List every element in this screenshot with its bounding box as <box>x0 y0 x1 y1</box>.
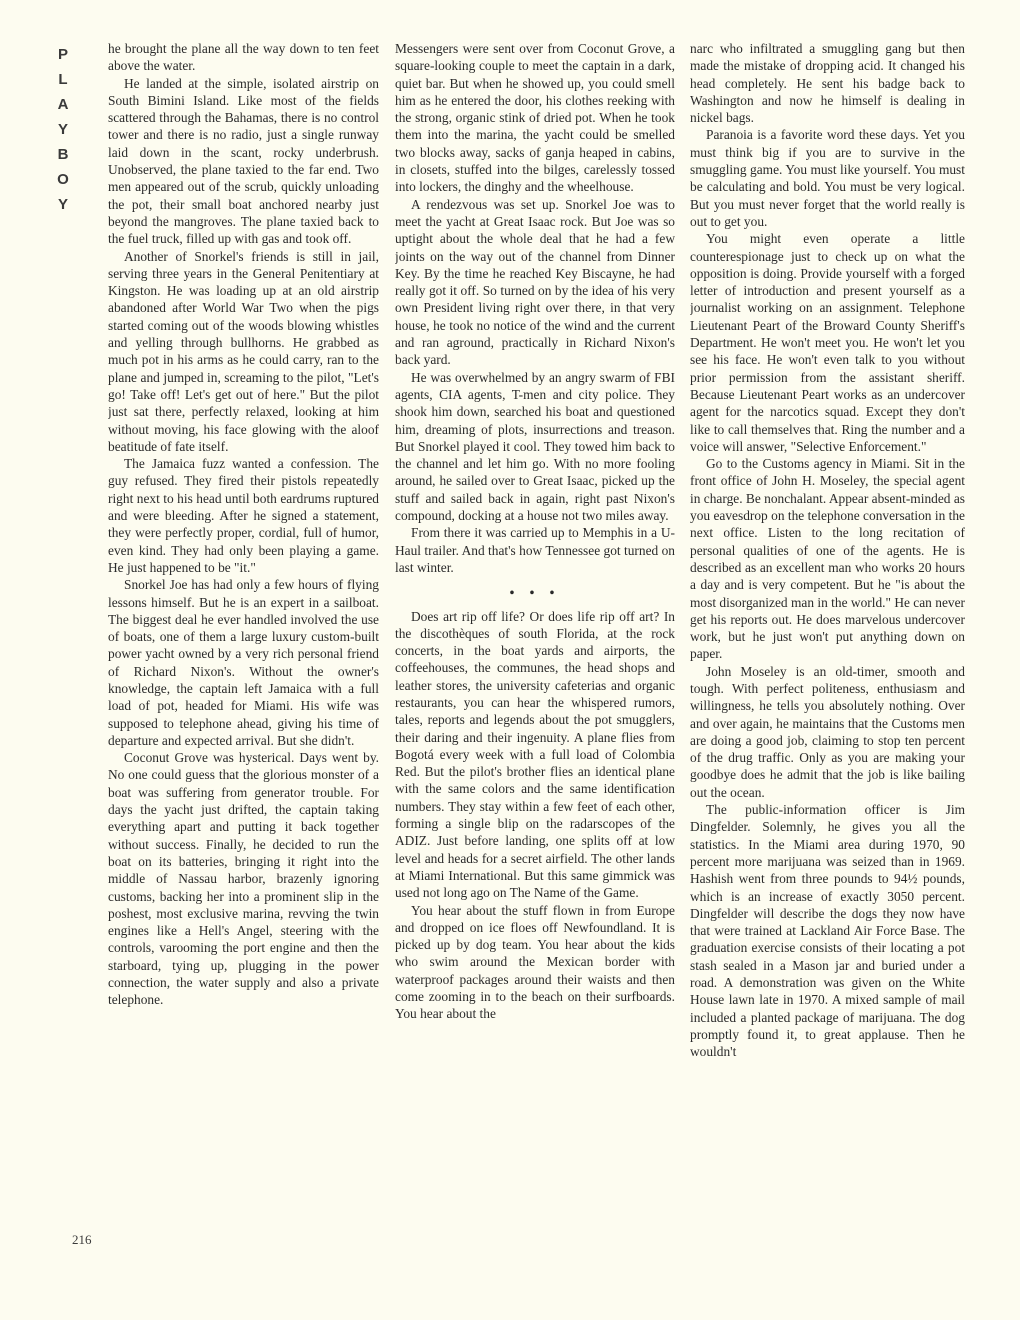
running-head-letter: B <box>57 146 69 163</box>
paragraph: John Moseley is an old-timer, smooth and tough. With perfect politeness, enthusiasm and willingness, he tells you absolutely nothing. Over and over again, he maintains that the Customs men are doing a good job, claiming to stop ten percent of the drug traffic. Only as you are making your goodbye does he admit that the job is like bailing out the ocean. <box>690 663 965 800</box>
text-column-1 <box>108 40 379 1262</box>
running-head-letter: Y <box>57 121 68 138</box>
paragraph: He landed at the simple, isolated airstrip on South Bimini Island. Like most of the fields scattered through the Bahamas, there is no control tower and there is no radio, just a single runway laid down in the scant, rocky underbrush. Unobserved, the plane taxied to the far end. Two men appeared out of the scrub, quickly unloading the pot, their small boat anchored nearby just beyond the mangroves. The plane taxied back to the fuel truck, filled up with gas and took off. <box>108 75 379 247</box>
paragraph: Another of Snorkel's friends is still in jail, serving three years in the General Penitentiary at Kingston. He was loading up at an old airstrip abandoned after World War Two when the pigs started coming out of the woods blowing whistles and yelling through bullhorns. He grabbed as much pot in his arms as he could carry, ran to the plane and jumped in, screaming to the pilot, "Let's go! Take off! Let's get out of here." But the pilot just sat there, perfectly relaxed, looking at him without moving, his face glowing with the aloof beatitude of fate itself. <box>108 248 379 454</box>
paragraph: Go to the Customs agency in Miami. Sit in the front office of John H. Moseley, the special agent in charge. Be nonchalant. Appear absent-minded as you eavesdrop on the telephone conversation in the next office. Listen to the long recitation of personal qualities of one of the agents. He is described as an excellent man who works 20 hours a day and is very competent. But he "is about the most disorganized man in the world." He can never get his reports out. He does marvelous undercover work, but he just won't put anything down on paper. <box>690 456 965 662</box>
paragraph: narc who infiltrated a smuggling gang but then made the mistake of dropping acid. It changed his head completely. He sent his badge back to Washington and now he himself is dealing in nickel bags. <box>690 41 965 126</box>
text-column-2 <box>395 40 675 1262</box>
paragraph: You might even operate a little counterespionage just to check up on what the opposition is doing. Provide yourself with a forged letter of introduction and present yourself as a journalist working on an assignment. Telephone Lieutenant Peart of the Broward County Sheriff's Department. He won't meet you. He won't let you see his face. He won't even talk to you without prior permission from the assistant sheriff. Because Lieutenant Peart works as an undercover agent for the narcotics squad. Except they don't like to call themselves that. Ring the number and a voice will answer, "Selective Enforcement." <box>690 231 965 454</box>
paragraph: You hear about the stuff flown in from Europe and dropped on ice floes off Newfoundland. It is picked up by dog team. You hear about the kids who swim around the Mexican border with waterproof packages around their waists and then come zooming in to the beach on their surfboards. You hear about the <box>395 902 675 1022</box>
running-head-letter: L <box>58 71 68 88</box>
running-head-letter: A <box>57 96 69 113</box>
text-column-3 <box>690 40 965 1262</box>
paragraph: Messengers were sent over from Coconut Grove, a square-looking couple to meet the captain in a dark, quiet bar. But when he showed up, you could smell him as he entered the door, his clothes reeking with the strong, organic stink of dried pot. When he took them into the marina, the yacht could be smelled two blocks away, sacks of ganja heaped in cabins, in closets, stuffed into the bilges, carelessly tossed into lockers, the dinghy and the wheelhouse. <box>395 41 675 195</box>
running-head <box>55 46 71 221</box>
running-head-letter: P <box>57 46 68 63</box>
paragraph: The Jamaica fuzz wanted a confession. The guy refused. They fired their pistols repeatedly right next to his head until both eardrums ruptured and were bleeding. After he signed a statement, they were perfectly proper, cordial, full of humor, even kind. They had only been playing a game. He just happened to be "it." <box>108 456 379 575</box>
paragraph: Does art rip off life? Or does life rip off art? In the discothèques of south Florida, at the rock concerts, in the boat yards and airports, the coffeehouses, the communes, the head shops and leather stores, the university cafeterias and organic restaurants, you can hear the whispered rumors, tales, reports and legends about the pot smugglers, their daring and their ingenuity. A plane flies from Bogotá every week with a full load of Colombia Red. But the pilot's brother flies an identical plane with the same colors and the same identification numbers. They stay within a few feet of each other, forming a single blip on the radarscopes of the ADIZ. Just before landing, one splits off at low level and heads for a secret airfield. The other lands at Miami International. But this same gimmick was used not long ago on The Name of the Game. <box>395 608 675 901</box>
paragraph: He was overwhelmed by an angry swarm of FBI agents, CIA agents, T-men and city police. They shook him down, searched his boat and questioned him, dreaming of plots, insurrections and treason. But Snorkel played it cool. They towed him back to the channel and let him go. With no more fooling around, he sailed over to Great Isaac, picked up the stuff and sailed back in again, right past Nixon's compound, docking at a house not two miles away. <box>395 369 675 524</box>
paragraph: The public-information officer is Jim Dingfelder. Solemnly, he gives you all the statistics. In the Miami area during 1970, 90 percent more marijuana was seized than in 1969. Hashish went from three pounds to 94½ pounds, which is an increase of exactly 3050 percent. Dingfelder will describe the dogs they now have that were trained at Lackland Air Force Base. The graduation exercise consists of their locating a pot stash sealed in a Mason jar and buried under a road. A demonstration was given on the White House lawn late in 1970. A mixed sample of mail included a planted package of marijuana. The dog promptly found it, to great applause. Then he wouldn't <box>690 802 965 1060</box>
section-break: • • • <box>509 585 561 601</box>
paragraph: he brought the plane all the way down to ten feet above the water. <box>108 41 379 74</box>
paragraph: Paranoia is a favorite word these days. Yet you must think big if you are to survive in the smuggling game. You must like yourself. You must be calculating and bold. You must be very logical. But you must never forget that the world really is out to get you. <box>690 127 965 229</box>
running-head-letter: Y <box>57 196 68 213</box>
paragraph: A rendezvous was set up. Snorkel Joe was to meet the yacht at Great Isaac rock. But Joe was so uptight about the whole deal that he had a few joints on the way out of the channel from Dinner Key. By the time he reached Key Biscayne, he had really got it off. So turned on by the idea of his very own President living right over there, in that very house, he took no notice of the wind and the current and ran aground, practically in Richard Nixon's back yard. <box>395 196 675 368</box>
page-number: 216 <box>72 1232 92 1247</box>
paragraph: From there it was carried up to Memphis in a U-Haul trailer. And that's how Tennessee got turned on last winter. <box>395 525 675 575</box>
paragraph: Coconut Grove was hysterical. Days went by. No one could guess that the glorious monster of a boat was suffering from generator trouble. For days the yacht just drifted, the captain taking everything apart and putting it back together without success. Finally, he decided to run the boat on its batteries, bringing it right into the middle of Nassau harbor, brazenly ignoring customs, backing her into a prominent slip in the poshest, most exclusive marina, revving the twin engines like a Hell's Angel, steering with the controls, varooming the port engine and then the starboard, tying up, plugging in the power connection, the water supply and also a private telephone. <box>108 750 379 1008</box>
paragraph: Snorkel Joe has had only a few hours of flying lessons himself. But he is an expert in a sailboat. The biggest deal he ever handled involved the use of boats, one of them a large luxury custom-built power yacht owned by a very rich personal friend of Richard Nixon's. Without the owner's knowledge, the captain left Jamaica with a full load of pot, headed for Miami. His wife was supposed to telephone ahead, giving his time of departure and expected arrival. But she didn't. <box>108 577 379 748</box>
running-head-letter: O <box>57 171 69 188</box>
